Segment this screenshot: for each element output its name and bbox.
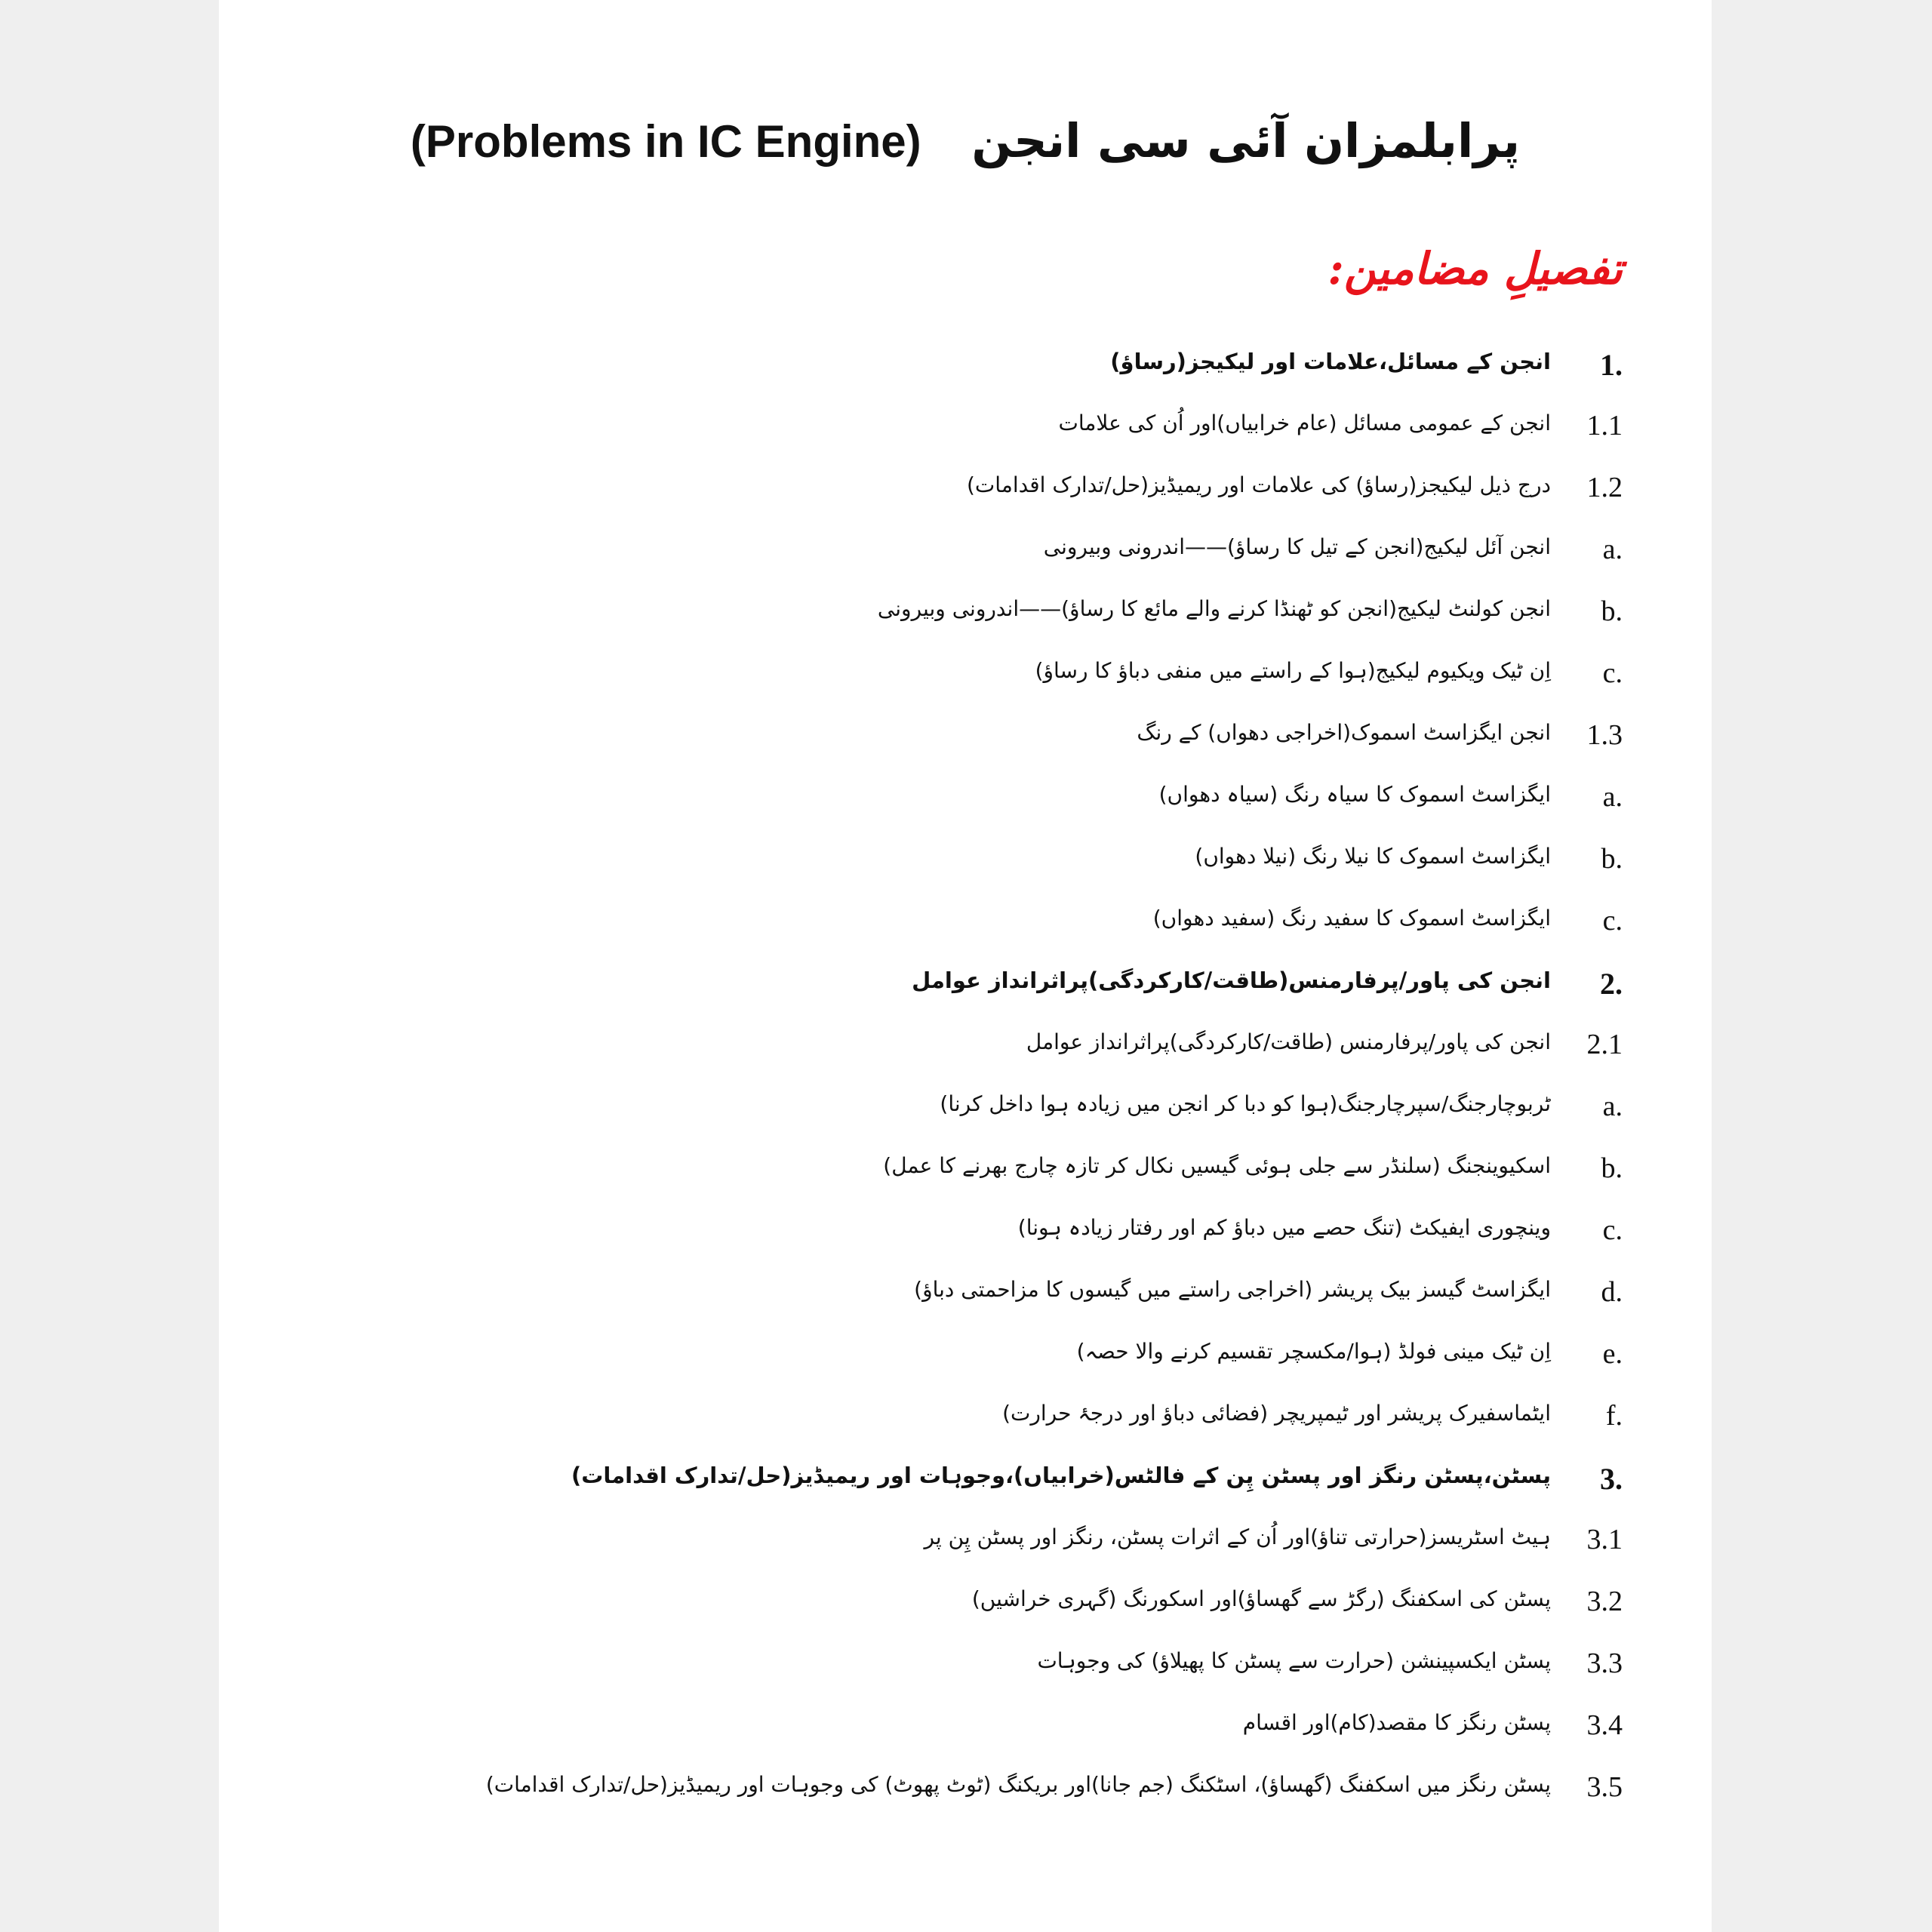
toc-item	[340, 1152, 1623, 1212]
document-page	[219, 0, 1712, 1932]
toc-number: b.	[1601, 595, 1623, 627]
toc-item	[340, 1337, 1623, 1398]
toc-item	[340, 718, 1623, 779]
toc-text: اِن ٹیک مینی فولڈ (ہوا/مکسچر تقسیم کرنے والا حصہ)	[1076, 1339, 1551, 1364]
toc-text: انجن کے مسائل،علامات اور لیکیجز(رساؤ)	[1110, 349, 1551, 374]
toc-text: اِن ٹیک ویکیوم لیکیج(ہوا کے راستے میں منفی دباؤ کا رساؤ)	[1035, 658, 1551, 683]
toc-text: پسٹن رنگز میں اسکفنگ (گھساؤ)، اسٹکنگ (جم جانا)اور بریکنگ (ٹوٹ پھوٹ) کی وجوہات اور ریمیڈیز(حل/تدارک اقدامات)	[485, 1772, 1551, 1797]
toc-number: c.	[1602, 1214, 1623, 1246]
toc-item	[340, 347, 1623, 408]
toc-item	[340, 1647, 1623, 1707]
toc-item	[340, 1090, 1623, 1150]
toc-item	[340, 780, 1623, 841]
toc-text: ایٹماسفیرک پریشر اور ٹیمپریچر (فضائی دباؤ اور درجۂ حرارت)	[1002, 1401, 1551, 1426]
toc-text: درج ذیل لیکیجز(رساؤ) کی علامات اور ریمیڈیز(حل/تدارک اقدامات)	[967, 472, 1551, 497]
toc-item	[340, 904, 1623, 964]
toc-number: b.	[1601, 1152, 1623, 1184]
toc-number: 3.5	[1586, 1771, 1623, 1803]
toc-item	[340, 1709, 1623, 1769]
toc-text: ہیٹ اسٹریسز(حرارتی تناؤ)اور اُن کے اثرات پسٹن، رنگز اور پسٹن پِن پر	[924, 1524, 1551, 1549]
toc-item	[340, 409, 1623, 469]
toc-text: انجن کی پاور/پرفارمنس(طاقت/کارکردگی)پراثرانداز عوامل	[912, 968, 1551, 993]
toc-text: انجن کی پاور/پرفارمنس (طاقت/کارکردگی)پراثرانداز عوامل	[1026, 1029, 1551, 1054]
title-urdu: پرابلمزان آئی سی انجن	[971, 113, 1521, 168]
toc-number: 3.4	[1586, 1709, 1623, 1741]
toc-item	[340, 1461, 1623, 1521]
toc-text: وینچوری ایفیکٹ (تنگ حصے میں دباؤ کم اور رفتار زیادہ ہونا)	[1017, 1215, 1551, 1240]
toc-number: 3.3	[1586, 1647, 1623, 1679]
toc-number: 3.	[1600, 1462, 1623, 1496]
toc-item	[340, 533, 1623, 593]
toc-text: پسٹن رنگز کا مقصد(کام)اور اقسام	[1242, 1710, 1551, 1735]
toc-text: انجن ایگزاسٹ اسموک(اخراجی دھواں) کے رنگ	[1137, 720, 1551, 745]
toc-item	[340, 842, 1623, 903]
toc-text: ایگزاسٹ گیسز بیک پریشر (اخراجی راستے میں گیسوں کا مزاحمتی دباؤ)	[914, 1277, 1551, 1302]
toc-item	[340, 966, 1623, 1026]
toc-number: a.	[1602, 781, 1623, 813]
toc-text: ٹربوچارجنگ/سپرچارجنگ(ہوا کو دبا کر انجن میں زیادہ ہوا داخل کرنا)	[940, 1091, 1551, 1116]
toc-text: انجن کے عمومی مسائل (عام خرابیاں)اور اُن کی علامات	[1058, 411, 1551, 435]
toc-number: c.	[1602, 657, 1623, 689]
toc-item	[340, 1770, 1623, 1831]
toc-item	[340, 1214, 1623, 1274]
toc-text: انجن آئل لیکیج(انجن کے تیل کا رساؤ)——اندرونی وبیرونی	[1043, 534, 1551, 559]
toc-number: a.	[1602, 534, 1623, 565]
toc-number: 3.1	[1586, 1524, 1623, 1555]
page-title	[219, 113, 1712, 168]
toc-item	[340, 471, 1623, 531]
toc-heading: تفصیلِ مضامین:	[1327, 243, 1623, 294]
toc-item	[340, 1028, 1623, 1088]
toc-text: ایگزاسٹ اسموک کا سیاہ رنگ (سیاہ دھواں)	[1158, 782, 1551, 807]
toc-number: f.	[1605, 1400, 1623, 1432]
title-english: (Problems in IC Engine)	[410, 116, 921, 167]
toc-item	[340, 1399, 1623, 1460]
toc-number: 2.	[1600, 967, 1623, 1001]
toc-text: پسٹن ایکسپینشن (حرارت سے پسٹن کا پھیلاؤ) کی وجوہات	[1037, 1648, 1551, 1673]
toc-number: 2.1	[1586, 1029, 1623, 1060]
toc-number: 3.2	[1586, 1586, 1623, 1617]
toc-number: 1.1	[1586, 410, 1623, 441]
toc-number: 1.	[1600, 348, 1623, 382]
toc-number: a.	[1602, 1091, 1623, 1122]
toc-item	[340, 657, 1623, 717]
toc-number: 1.3	[1586, 719, 1623, 751]
toc-number: c.	[1602, 905, 1623, 937]
toc-text: انجن کولنٹ لیکیج(انجن کو ٹھنڈا کرنے والے مائع کا رساؤ)——اندرونی وبیرونی	[877, 596, 1551, 621]
toc-item	[340, 1275, 1623, 1336]
toc-number: 1.2	[1586, 472, 1623, 503]
toc-text: پسٹن کی اسکفنگ (رگڑ سے گھساؤ)اور اسکورنگ (گہری خراشیں)	[971, 1586, 1551, 1611]
toc-item	[340, 1523, 1623, 1583]
toc-number: d.	[1601, 1276, 1623, 1308]
toc-number: e.	[1602, 1338, 1623, 1370]
toc-text: ایگزاسٹ اسموک کا نیلا رنگ (نیلا دھواں)	[1195, 844, 1551, 869]
toc-text: اسکیوینجنگ (سلنڈر سے جلی ہوئی گیسیں نکال کر تازہ چارج بھرنے کا عمل)	[883, 1153, 1551, 1178]
toc-number: b.	[1601, 843, 1623, 875]
toc-text: پسٹن،پسٹن رنگز اور پسٹن پِن کے فالٹس(خرابیاں)،وجوہات اور ریمیڈیز(حل/تدارک اقدامات)	[571, 1463, 1551, 1488]
toc-item	[340, 595, 1623, 655]
toc-item	[340, 1585, 1623, 1645]
toc-text: ایگزاسٹ اسموک کا سفید رنگ (سفید دھواں)	[1152, 906, 1551, 931]
